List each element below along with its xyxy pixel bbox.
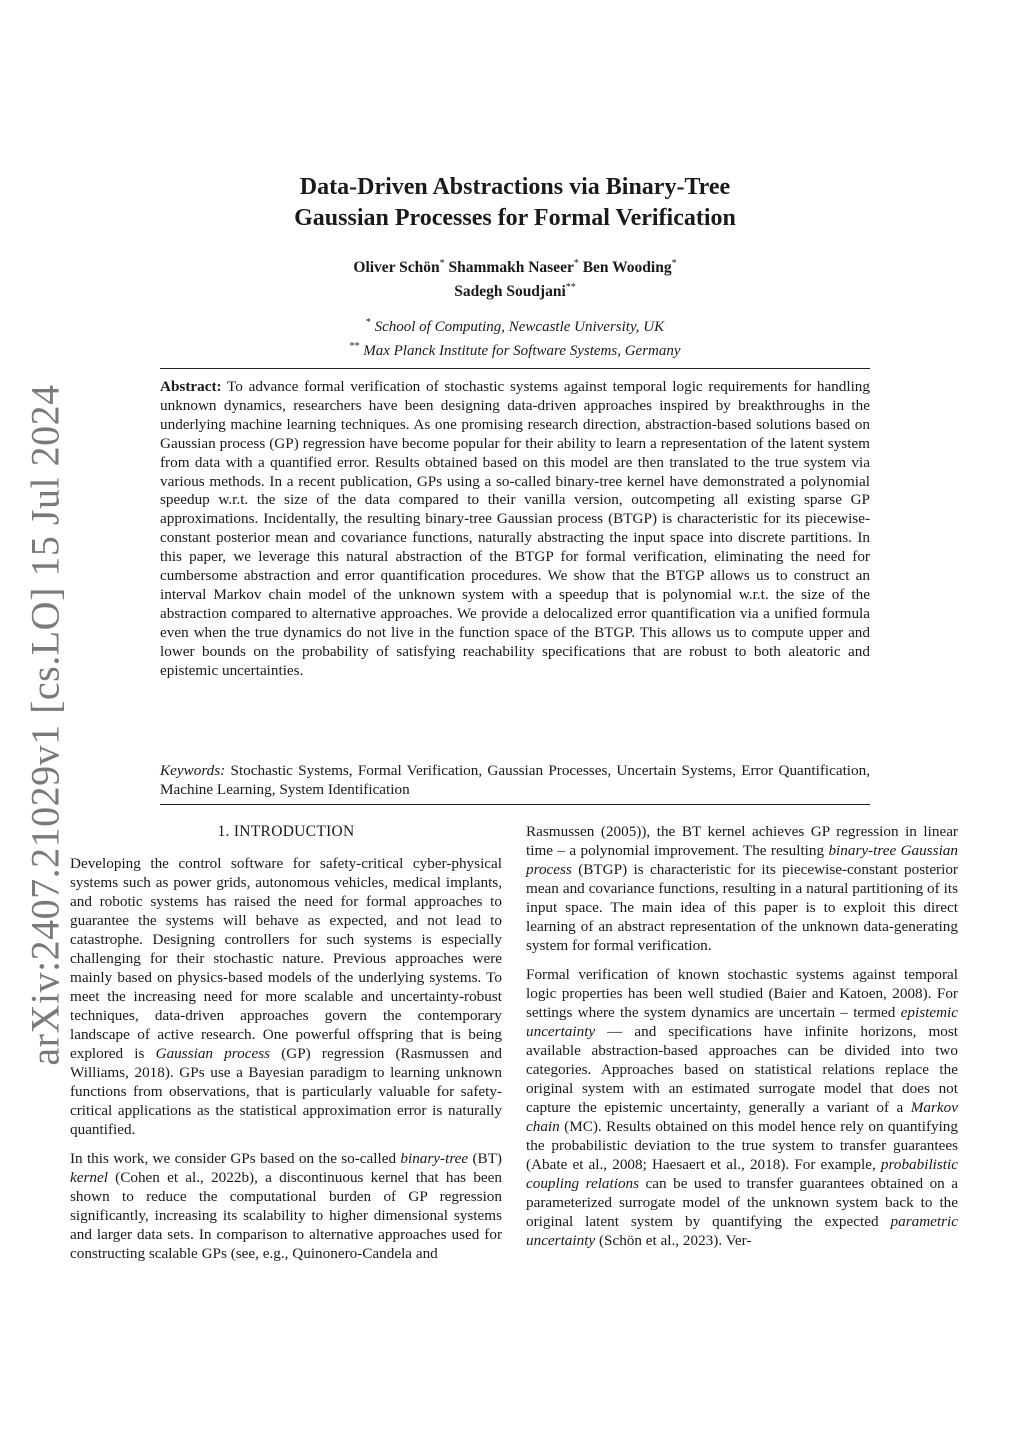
- abstract-label: Abstract:: [160, 378, 222, 395]
- title-line-2: Gaussian Processes for Formal Verification: [294, 205, 736, 231]
- keywords-label: Keywords:: [160, 762, 226, 779]
- author-name: Ben Wooding: [582, 259, 672, 277]
- paper-title: [160, 172, 870, 234]
- affiliation-mark: *: [671, 258, 677, 269]
- title-line-1: Data-Driven Abstractions via Binary-Tree: [299, 174, 731, 200]
- right-column: [526, 822, 958, 1260]
- affiliation-text: Max Planck Institute for Software Systems, Germany: [363, 343, 681, 359]
- paragraph: Developing the control software for safety-critical cyber-physical systems such as power grids, autonomous vehicles, medical implants, and robotic systems has raised the need for formal approaches to guarantee the systems will behave as expected, and not lead to catastrophe. Designing controllers for such systems is especially challenging for their stochastic nature. Previous approaches were mainly based on physics-based models of the underlying systems. To meet the increasing need for more scalable and uncertainty-robust techniques, data-driven approaches govern the contemporary landscape of active research. One powerful offspring that is being explored is Gaussian process (GP) regression (Rasmussen and Williams, 2018). GPs use a Bayesian paradigm to learning unknown functions from observations, that is particularly valuable for safety-critical applications as the statistical approximation error is naturally quantified.: [70, 855, 503, 1138]
- paragraph: Formal verification of known stochastic systems against temporal logic properties has been well studied (Baier and Katoen, 2008). For settings where the system dynamics are uncertain – termed epistemic uncertainty — and specifications have infinite horizons, most available abstraction-based approaches can be divided into two categories. Approaches based on statistical relations replace the original system with an estimated surrogate model that does not capture the epistemic uncertainty, generally a variant of a Markov chain (MC). Results obtained on this model hence rely on quantifying the probabilistic deviation to the true system to transfer guarantees (Abate et al., 2008; Haesaert et al., 2018). For example, probabilistic coupling relations can be used to transfer guarantees obtained on a parameterized surrogate model of the unknown system back to the original latent system by quantifying the expected parametric uncertainty (Schön et al., 2023). Ver-: [526, 966, 958, 1249]
- affiliation-2: [160, 337, 870, 361]
- affiliation-mark: **: [565, 282, 576, 294]
- abstract-top-rule: [160, 368, 870, 369]
- keywords-text: Stochastic Systems, Formal Verification, Gaussian Processes, Uncertain Systems, Error Quantification, Machine Learning, System Identification: [160, 762, 870, 798]
- author-list: [160, 254, 870, 302]
- affiliation-mark: *: [365, 317, 371, 328]
- affiliation-1: [160, 313, 870, 337]
- keywords-block: [160, 762, 870, 800]
- paragraph: In this work, we consider GPs based on the so-called binary-tree (BT) kernel (Cohen et al., 2022b), a discontinuous kernel that has been shown to reduce the computational burden of GP regression significantly, increasing its scalability to higher dimensional systems and larger data sets. In comparison to alternative approaches used for constructing scalable GPs (see, e.g., Quinonero-Candela and: [70, 1150, 502, 1262]
- paragraph: Rasmussen (2005)), the BT kernel achieves GP regression in linear time – a polynomial improvement. The resulting binary-tree Gaussian process (BTGP) is characteristic for its piecewise-constant posterior mean and covariance functions, resulting in a natural partitioning of its input space. The main idea of this paper is to exploit this direct learning of an abstract representation of the unknown data-generating system for formal verification.: [526, 823, 958, 954]
- author-name: Sadegh Soudjani: [454, 283, 566, 301]
- author-name: Shammakh Naseer: [448, 259, 574, 277]
- affiliation-text: School of Computing, Newcastle University, UK: [374, 319, 665, 335]
- affiliation-mark: *: [573, 258, 579, 269]
- authors-line-1: [160, 254, 870, 278]
- affiliations: [160, 313, 870, 361]
- left-column: [70, 822, 502, 1273]
- affiliation-mark: **: [349, 341, 360, 352]
- abstract-block: [160, 378, 870, 681]
- author-name: Oliver Schön: [353, 259, 440, 277]
- abstract-text: To advance formal verification of stochastic systems against temporal logic requirements for handling unknown dynamics, researchers have been designing data-driven approaches inspired by breakthroughs in the underlying machine learning techniques. As one promising research direction, abstraction-based solutions based on Gaussian process (GP) regression have become popular for their ability to learn a representation of the latent system from data with a quantified error. Results obtained based on this model are then translated to the true system via various methods. In a recent publication, GPs using a so-called binary-tree kernel have demonstrated a polynomial speedup w.r.t. the size of the data compared to their vanilla version, outcompeting all existing sparse GP approximations. Incidentally, the resulting binary-tree Gaussian process (BTGP) is characteristic for its piecewise-constant posterior mean and covariance functions, naturally abstracting the input space into discrete partitions. In this paper, we leverage this natural abstraction of the BTGP for formal verification, eliminating the need for cumbersome abstraction and error quantification procedures. We show that the BTGP allows us to construct an interval Markov chain model of the unknown system with a speedup that is polynomial w.r.t. the size of the abstraction compared to alternative approaches. We provide a delocalized error quantification via a unified formula even when the true dynamics do not live in the function space of the BTGP. This allows us to compute upper and lower bounds on the probability of satisfying reachability specifications that are robust to both aleatoric and epistemic uncertainties.: [160, 378, 870, 679]
- section-heading-introduction: 1. INTRODUCTION: [217, 823, 355, 840]
- affiliation-mark: *: [439, 258, 445, 269]
- authors-line-2: [160, 278, 870, 302]
- arxiv-identifier[interactable]: arXiv:2407.21029v1 [cs.LO] 15 Jul 2024: [22, 384, 68, 1066]
- abstract-bottom-rule: [160, 804, 870, 805]
